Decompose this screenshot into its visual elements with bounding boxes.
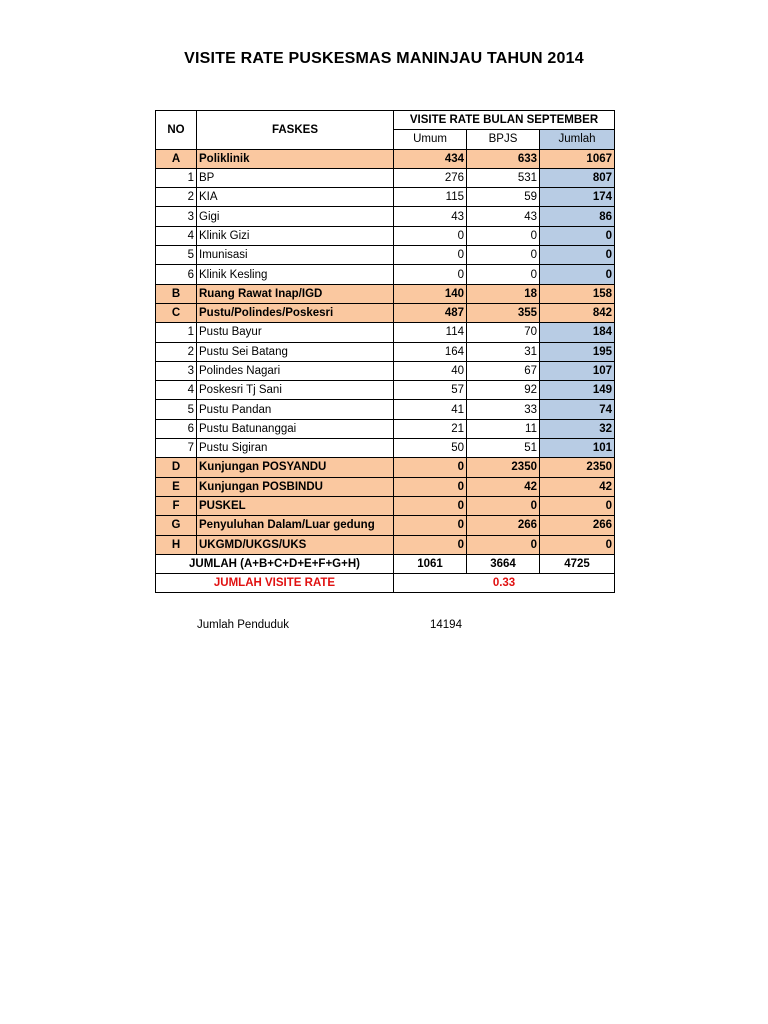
row-faskes-name: Ruang Rawat Inap/IGD [197,284,394,303]
row-number: 2 [156,342,197,361]
table-row [156,342,615,361]
row-faskes-name: Imunisasi [197,246,394,265]
row-bpjs-value: 0 [467,246,540,265]
table-group-row [156,535,615,554]
row-jumlah-value: 86 [540,207,615,226]
row-umum-value: 140 [394,284,467,303]
row-faskes-name: PUSKEL [197,496,394,515]
row-number: C [156,303,197,322]
row-bpjs-value: 2350 [467,458,540,477]
row-umum-value: 0 [394,458,467,477]
table-row [156,400,615,419]
row-bpjs-value: 0 [467,535,540,554]
row-faskes-name: Pustu Pandan [197,400,394,419]
row-umum-value: 0 [394,516,467,535]
row-number: 5 [156,400,197,419]
row-bpjs-value: 43 [467,207,540,226]
table-row [156,439,615,458]
row-jumlah-value: 174 [540,188,615,207]
row-faskes-name: KIA [197,188,394,207]
row-faskes-name: Pustu Bayur [197,323,394,342]
row-number: D [156,458,197,477]
row-faskes-name: Kunjungan POSBINDU [197,477,394,496]
row-jumlah-value: 842 [540,303,615,322]
table-group-row [156,149,615,168]
row-faskes-name: Pustu/Polindes/Poskesri [197,303,394,322]
row-jumlah-value: 101 [540,439,615,458]
total-bpjs-value: 3664 [467,554,540,573]
table-group-row [156,477,615,496]
population-value: 14194 [430,619,462,631]
row-umum-value: 40 [394,361,467,380]
row-umum-value: 114 [394,323,467,342]
row-umum-value: 43 [394,207,467,226]
row-number: G [156,516,197,535]
row-bpjs-value: 67 [467,361,540,380]
row-jumlah-value: 158 [540,284,615,303]
visite-rate-label: JUMLAH VISITE RATE [156,574,394,593]
row-faskes-name: Pustu Batunanggai [197,419,394,438]
row-number: 1 [156,323,197,342]
row-jumlah-value: 184 [540,323,615,342]
row-jumlah-value: 0 [540,246,615,265]
page-title: VISITE RATE PUSKESMAS MANINJAU TAHUN 2014 [184,50,584,67]
row-bpjs-value: 633 [467,149,540,168]
row-bpjs-value: 59 [467,188,540,207]
row-umum-value: 487 [394,303,467,322]
visite-rate-row [156,574,615,593]
total-row [156,554,615,573]
row-faskes-name: BP [197,168,394,187]
row-bpjs-value: 11 [467,419,540,438]
row-jumlah-value: 266 [540,516,615,535]
row-faskes-name: Klinik Gizi [197,226,394,245]
row-umum-value: 0 [394,226,467,245]
row-jumlah-value: 2350 [540,458,615,477]
table-group-row [156,284,615,303]
total-umum-value: 1061 [394,554,467,573]
row-bpjs-value: 0 [467,496,540,515]
table-row [156,188,615,207]
row-bpjs-value: 0 [467,226,540,245]
row-number: A [156,149,197,168]
row-number: 5 [156,246,197,265]
header-umum: Umum [394,130,467,149]
row-faskes-name: Kunjungan POSYANDU [197,458,394,477]
row-number: 3 [156,361,197,380]
table-row [156,323,615,342]
row-bpjs-value: 92 [467,381,540,400]
row-faskes-name: Pustu Sei Batang [197,342,394,361]
header-bpjs: BPJS [467,130,540,149]
row-jumlah-value: 74 [540,400,615,419]
row-jumlah-value: 107 [540,361,615,380]
row-number: 1 [156,168,197,187]
row-jumlah-value: 807 [540,168,615,187]
row-jumlah-value: 42 [540,477,615,496]
row-number: 4 [156,381,197,400]
row-bpjs-value: 51 [467,439,540,458]
row-faskes-name: Klinik Kesling [197,265,394,284]
row-bpjs-value: 0 [467,265,540,284]
header-faskes: FASKES [197,111,394,150]
row-jumlah-value: 0 [540,535,615,554]
header-no: NO [156,111,197,150]
row-umum-value: 0 [394,496,467,515]
row-bpjs-value: 31 [467,342,540,361]
table-row [156,226,615,245]
row-bpjs-value: 266 [467,516,540,535]
header-jumlah: Jumlah [540,130,615,149]
row-jumlah-value: 195 [540,342,615,361]
row-number: H [156,535,197,554]
row-umum-value: 0 [394,535,467,554]
row-faskes-name: UKGMD/UKGS/UKS [197,535,394,554]
row-jumlah-value: 0 [540,265,615,284]
row-umum-value: 41 [394,400,467,419]
table-row [156,207,615,226]
row-number: 6 [156,265,197,284]
row-number: 7 [156,439,197,458]
row-jumlah-value: 1067 [540,149,615,168]
table-row [156,419,615,438]
row-number: 4 [156,226,197,245]
table-row [156,361,615,380]
row-bpjs-value: 18 [467,284,540,303]
row-umum-value: 57 [394,381,467,400]
visite-rate-table [155,110,615,593]
row-faskes-name: Gigi [197,207,394,226]
row-jumlah-value: 0 [540,226,615,245]
row-faskes-name: Polindes Nagari [197,361,394,380]
table-row [156,381,615,400]
row-faskes-name: Poliklinik [197,149,394,168]
row-bpjs-value: 33 [467,400,540,419]
visite-rate-value: 0.33 [394,574,615,593]
row-umum-value: 0 [394,265,467,284]
row-umum-value: 434 [394,149,467,168]
table-row [156,168,615,187]
row-umum-value: 115 [394,188,467,207]
table-group-row [156,303,615,322]
table-group-row [156,496,615,515]
table-group-row [156,458,615,477]
row-umum-value: 0 [394,477,467,496]
table-row [156,246,615,265]
header-visite-rate-group: VISITE RATE BULAN SEPTEMBER [394,111,615,130]
population-label: Jumlah Penduduk [197,619,290,631]
row-umum-value: 0 [394,246,467,265]
row-faskes-name: Penyuluhan Dalam/Luar gedung [197,516,394,535]
row-umum-value: 164 [394,342,467,361]
row-jumlah-value: 0 [540,496,615,515]
row-umum-value: 21 [394,419,467,438]
row-number: 3 [156,207,197,226]
row-bpjs-value: 42 [467,477,540,496]
row-number: B [156,284,197,303]
row-jumlah-value: 149 [540,381,615,400]
row-number: 2 [156,188,197,207]
row-faskes-name: Pustu Sigiran [197,439,394,458]
table-group-row [156,516,615,535]
row-bpjs-value: 70 [467,323,540,342]
total-jumlah-value: 4725 [540,554,615,573]
total-label: JUMLAH (A+B+C+D+E+F+G+H) [156,554,394,573]
row-jumlah-value: 32 [540,419,615,438]
row-faskes-name: Poskesri Tj Sani [197,381,394,400]
row-number: 6 [156,419,197,438]
table-row [156,265,615,284]
row-umum-value: 276 [394,168,467,187]
row-umum-value: 50 [394,439,467,458]
row-number: F [156,496,197,515]
row-number: E [156,477,197,496]
row-bpjs-value: 531 [467,168,540,187]
row-bpjs-value: 355 [467,303,540,322]
